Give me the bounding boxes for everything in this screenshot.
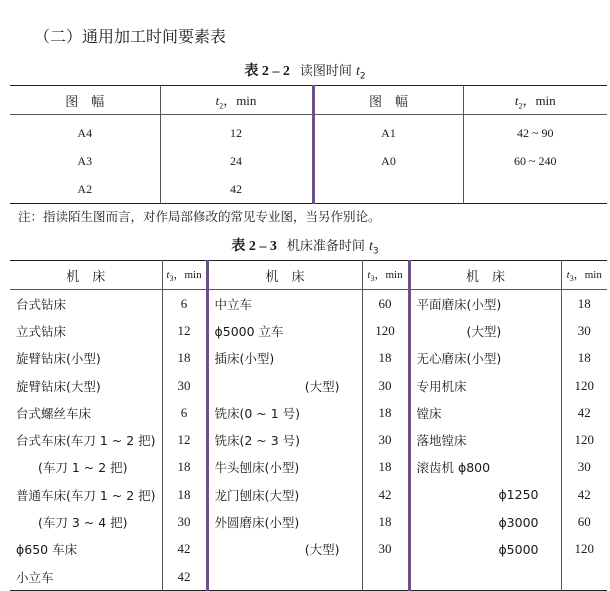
table1-number: 表 2 – 2 <box>244 64 290 79</box>
table2-cell: 42 <box>162 563 207 591</box>
table2-cell: 平面磨床(小型) <box>409 290 561 318</box>
table2-cell: ϕ1250 <box>409 481 561 508</box>
table2-caption-var: t <box>369 239 373 254</box>
table2-cell: 18 <box>561 345 607 372</box>
table2-header-time-c <box>561 261 607 290</box>
table2-cell: 滚齿机 ϕ800 <box>409 454 561 481</box>
table1-header-time-var-right: t <box>514 92 519 108</box>
table2-header-time-b <box>362 261 409 290</box>
table2-header-machine-a: 机 床 <box>10 261 162 290</box>
table2-cell: 6 <box>162 290 207 318</box>
table1-header-time-left <box>160 86 313 115</box>
table2-cell: 18 <box>362 399 409 426</box>
table1-header-time-sub: 2 <box>219 101 224 111</box>
table1-caption-text: 读图时间 <box>299 64 352 79</box>
table2-cell: 18 <box>561 290 607 318</box>
table-row <box>10 399 607 426</box>
table2-header-time-unit-c: ，min <box>573 269 602 282</box>
table2-cell: 6 <box>162 399 207 426</box>
table-row <box>10 563 607 591</box>
table2-cell: 旋臂钻床(小型) <box>16 351 101 367</box>
table2-cell: 30 <box>362 426 409 453</box>
table2-cell: ϕ3000 <box>409 508 561 535</box>
table2-header-row <box>10 261 607 290</box>
table2-header-time-var-a: t <box>166 269 170 282</box>
table-row <box>10 481 607 508</box>
table2-header-time-unit-a: ，min <box>173 269 202 282</box>
table2-cell: 台式钻床 <box>16 296 67 312</box>
table2-caption-text: 机床准备时间 <box>286 239 365 254</box>
table2-cell: (车刀 1 ~ 2 把) <box>38 460 128 476</box>
table1-cell: 42 <box>160 175 313 204</box>
table2-cell: 铣床(0 ~ 1 号) <box>207 399 362 426</box>
table1-cell: A1 <box>313 115 463 148</box>
table2-cell: 42 <box>561 399 607 426</box>
table2-cell: 立式钻床 <box>16 323 67 339</box>
table2-cell: 牛头刨床(小型) <box>207 454 362 481</box>
table2-caption-sub: 3 <box>372 246 379 257</box>
table2-cell: 42 <box>162 536 207 563</box>
table2-header-time-sub-b: 3 <box>370 274 375 284</box>
table1-cell <box>313 175 463 204</box>
table2-cell: 台式车床(车刀 1 ~ 2 把) <box>16 433 156 449</box>
table-row <box>10 175 607 204</box>
table1-header-size-left: 图 幅 <box>10 86 160 115</box>
table1-cell: 12 <box>160 115 313 148</box>
table-row <box>10 290 607 318</box>
table2-cell: 无心磨床(小型) <box>409 345 561 372</box>
table-row <box>10 345 607 372</box>
table2-cell: ϕ650 车床 <box>16 542 78 558</box>
table2-cell: ϕ5000 立车 <box>207 317 362 344</box>
table2-cell: 120 <box>362 317 409 344</box>
table2-cell: 12 <box>162 317 207 344</box>
table2-cell: 42 <box>362 481 409 508</box>
table2-cell: (大型) <box>409 317 561 344</box>
table2-cell: ϕ5000 <box>409 536 561 563</box>
table2-cell: 120 <box>561 372 607 399</box>
table2-header-time-var-b: t <box>367 269 371 282</box>
table1-cell: 60 ~ 240 <box>463 147 607 175</box>
table2-cell: 铣床(2 ~ 3 号) <box>207 426 362 453</box>
table2-cell: 60 <box>561 508 607 535</box>
table1-cell: 42 ~ 90 <box>463 115 607 148</box>
table-row <box>10 508 607 535</box>
table1-cell: A2 <box>77 181 93 196</box>
table2-cell: 30 <box>561 454 607 481</box>
table2-cell: 18 <box>162 345 207 372</box>
table2-header-machine-b: 机 床 <box>207 261 362 290</box>
table2-cell: 18 <box>162 481 207 508</box>
table2-cell: 30 <box>162 508 207 535</box>
table1-cell: A3 <box>77 153 93 168</box>
table2-header-machine-c: 机 床 <box>409 261 561 290</box>
table2-cell: 12 <box>162 426 207 453</box>
table2-cell: 插床(小型) <box>207 345 362 372</box>
reading-time-table <box>10 85 607 204</box>
table2-cell: 小立车 <box>16 569 54 585</box>
table1-header-time-sub-right: 2 <box>518 101 523 111</box>
table-row <box>10 115 607 148</box>
table2-caption <box>0 235 610 257</box>
table-row <box>10 147 607 175</box>
table1-caption-var: t <box>356 64 360 79</box>
table2-cell: 120 <box>561 536 607 563</box>
table2-header-time-unit-b: ，min <box>374 269 403 282</box>
table2-cell: (大型) <box>207 536 362 563</box>
machine-prep-time-table <box>10 260 607 591</box>
table1-header-row <box>10 86 607 115</box>
table-row <box>10 372 607 399</box>
table1-cell: A0 <box>313 147 463 175</box>
table-row <box>10 426 607 453</box>
table2-cell: 60 <box>362 290 409 318</box>
table1-cell: 24 <box>160 147 313 175</box>
table1-header-time-var: t <box>215 92 220 108</box>
table2-cell: 普通车床(车刀 1 ~ 2 把) <box>16 487 156 503</box>
table2-cell: 台式螺丝车床 <box>16 405 92 421</box>
table2-cell: 专用机床 <box>409 372 561 399</box>
table1-cell: A4 <box>77 125 93 140</box>
table2-cell: (大型) <box>207 372 362 399</box>
table2-cell: 30 <box>162 372 207 399</box>
table2-cell <box>362 563 409 591</box>
table-row <box>10 317 607 344</box>
table2-cell: (车刀 3 ~ 4 把) <box>38 515 128 531</box>
table2-body <box>10 290 607 591</box>
table2-cell: 30 <box>561 317 607 344</box>
table2-cell: 镗床 <box>409 399 561 426</box>
table1-cell <box>463 175 607 204</box>
table2-cell <box>409 563 561 591</box>
table-row <box>10 454 607 481</box>
table2-cell: 18 <box>362 454 409 481</box>
table2-cell: 120 <box>561 426 607 453</box>
table1-caption-sub: 2 <box>359 71 366 82</box>
table2-cell <box>207 563 362 591</box>
table2-cell: 落地镗床 <box>409 426 561 453</box>
table1-header-size-right: 图 幅 <box>313 86 463 115</box>
table2-cell: 18 <box>162 454 207 481</box>
table2-cell: 30 <box>362 372 409 399</box>
table2-cell: 18 <box>362 345 409 372</box>
table2-cell: 旋臂钻床(大型) <box>16 378 101 394</box>
table2-cell: 30 <box>362 536 409 563</box>
table2-cell <box>561 563 607 591</box>
table2-cell: 18 <box>362 508 409 535</box>
table1-note: 注：指读陌生图而言，对作局部修改的常见专业图，当另作别论。 <box>18 209 381 224</box>
table2-number: 表 2 – 3 <box>231 239 277 254</box>
table2-header-time-sub-c: 3 <box>569 274 574 284</box>
table2-cell: 外圆磨床(小型) <box>207 508 362 535</box>
table1-header-time-unit: ，min <box>223 92 257 108</box>
table2-cell: 42 <box>561 481 607 508</box>
table2-header-time-sub-a: 3 <box>169 274 174 284</box>
table2-header-time-var-c: t <box>566 269 570 282</box>
table-row <box>10 536 607 563</box>
table1-caption <box>0 60 610 82</box>
table1-header-time-right <box>463 86 607 115</box>
section-title: （二）通用加工时间要素表 <box>34 27 227 46</box>
table1-header-time-unit-right: ，min <box>522 92 556 108</box>
table2-cell: 龙门刨床(大型) <box>207 481 362 508</box>
table2-header-time-a <box>162 261 207 290</box>
table2-cell: 中立车 <box>207 290 362 318</box>
